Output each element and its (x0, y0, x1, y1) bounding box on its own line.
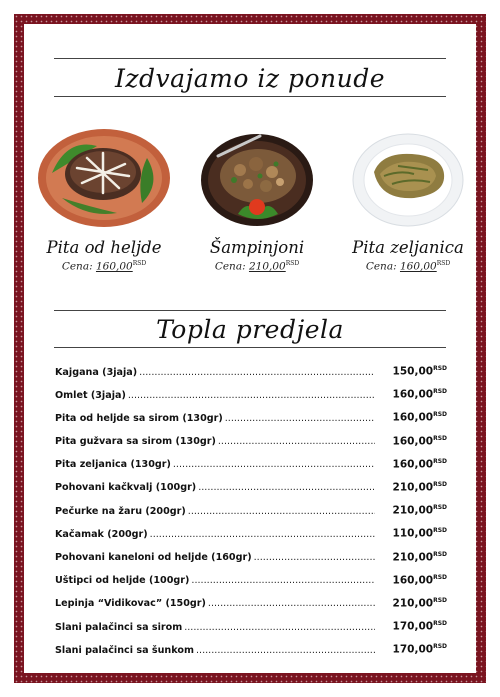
price-label: Cena: (214, 260, 246, 273)
menu-item-price (377, 365, 447, 378)
menu-item-name: Lepinja “Vidikovac” (150gr) (55, 598, 206, 610)
dot-leader (218, 436, 375, 447)
menu-item (55, 388, 447, 411)
menu-item-price (377, 481, 447, 494)
menu-item (55, 574, 447, 597)
price-value: 160,00 (392, 411, 434, 424)
dot-leader (196, 645, 375, 656)
price-value: 210,00 (392, 597, 434, 610)
dot-leader (254, 552, 375, 563)
dot-leader (208, 598, 375, 609)
currency: RSD (433, 411, 447, 419)
featured-dish (187, 128, 327, 273)
section-heading: Topla predjela (156, 315, 344, 344)
menu-item (55, 504, 447, 527)
dot-leader (188, 506, 375, 517)
price-value: 160,00 (392, 458, 434, 471)
section-top-rule (54, 310, 446, 311)
menu-item-price (377, 551, 447, 564)
price-value: 160,00 (392, 574, 434, 587)
dot-leader (128, 390, 375, 401)
menu-item (55, 643, 447, 666)
currency: RSD (436, 260, 451, 267)
menu-item-price (377, 458, 447, 471)
mushrooms-plate-icon (198, 128, 316, 228)
price-value: 160,00 (392, 388, 434, 401)
menu-item-name: Pohovani kaneloni od heljde (160gr) (55, 552, 252, 563)
currency: RSD (433, 527, 447, 535)
decorative-border (14, 14, 486, 683)
featured-dish (34, 128, 174, 273)
dot-leader (184, 622, 375, 633)
menu-item-name: Omlet (3jaja) (55, 389, 126, 401)
price-value: 170,00 (392, 620, 434, 633)
price-value: 210,00 (392, 481, 434, 494)
menu-item-price (377, 527, 447, 540)
featured-dish-name: Šampinjoni (209, 238, 305, 257)
featured-rule (54, 96, 446, 97)
menu-item (55, 435, 447, 458)
menu-list (55, 365, 447, 666)
menu-item-price (377, 643, 447, 656)
menu-item (55, 458, 447, 481)
section-rule (54, 347, 446, 348)
price-value: 170,00 (392, 643, 434, 656)
currency: RSD (433, 620, 447, 628)
menu-item-name: Pohovani kačkvalj (100gr) (55, 482, 197, 494)
menu-item (55, 481, 447, 504)
currency: RSD (285, 260, 300, 267)
price-value: 150,00 (392, 365, 434, 378)
dot-leader (150, 529, 375, 540)
currency: RSD (433, 550, 447, 558)
menu-page (24, 24, 476, 673)
menu-item-price (377, 388, 447, 401)
menu-item (55, 411, 447, 434)
currency: RSD (433, 388, 447, 396)
menu-item (55, 551, 447, 574)
price-label: Cena: (365, 260, 397, 273)
menu-item-name: Uštipci od heljde (100gr) (55, 575, 190, 587)
menu-item-name: Kačamak (200gr) (55, 528, 148, 540)
featured-heading: Izdvajamo iz ponude (114, 64, 386, 93)
price-label: Cena: (61, 260, 93, 273)
featured-dish-price (338, 260, 478, 273)
dot-leader (225, 413, 375, 424)
menu-item (55, 527, 447, 550)
currency: RSD (132, 260, 147, 267)
currency: RSD (433, 434, 447, 442)
menu-item-price (377, 435, 447, 448)
currency: RSD (433, 457, 447, 465)
featured-dish-price (34, 260, 174, 273)
menu-item (55, 365, 447, 388)
menu-item-name: Pečurke na žaru (200gr) (55, 505, 186, 517)
menu-item-name: Slani palačinci sa šunkom (55, 644, 194, 656)
currency: RSD (433, 596, 447, 604)
price-value: 160,00 (399, 260, 437, 273)
menu-item-name: Pita zeljanica (130gr) (55, 459, 171, 471)
currency: RSD (433, 504, 447, 512)
menu-item (55, 620, 447, 643)
price-value: 210,00 (392, 551, 434, 563)
spinach-pie-plate-icon (352, 130, 464, 228)
menu-item-price (377, 504, 447, 517)
menu-item-name: Pita od heljde sa sirom (130gr) (55, 412, 223, 424)
currency: RSD (433, 365, 447, 372)
featured-dish-price (187, 260, 327, 273)
menu-item-price (377, 411, 447, 424)
price-value: 110,00 (392, 527, 434, 540)
top-rule (54, 58, 446, 59)
buckwheat-pie-plate-icon (37, 128, 171, 228)
price-value: 210,00 (392, 504, 434, 517)
currency: RSD (433, 480, 447, 488)
featured-dish-name: Pita od heljde (46, 238, 162, 257)
featured-dish-name: Pita zeljanica (352, 238, 464, 257)
menu-item-price (377, 597, 447, 610)
price-value: 210,00 (248, 260, 286, 273)
dot-leader (191, 575, 375, 586)
currency: RSD (433, 573, 447, 581)
dot-leader (173, 459, 375, 470)
menu-item-price (377, 620, 447, 633)
menu-item-name: Slani palačinci sa sirom (55, 621, 183, 633)
menu-item-name: Kajgana (3jaja) (55, 366, 138, 378)
currency: RSD (433, 643, 447, 651)
dot-leader (198, 482, 375, 493)
menu-item-name: Pita gužvara sa sirom (130gr) (55, 436, 216, 448)
dot-leader (139, 367, 375, 378)
menu-item-price (377, 574, 447, 587)
menu-item (55, 597, 447, 620)
price-value: 160,00 (392, 435, 434, 448)
featured-dish (338, 130, 478, 273)
price-value: 160,00 (95, 260, 133, 273)
